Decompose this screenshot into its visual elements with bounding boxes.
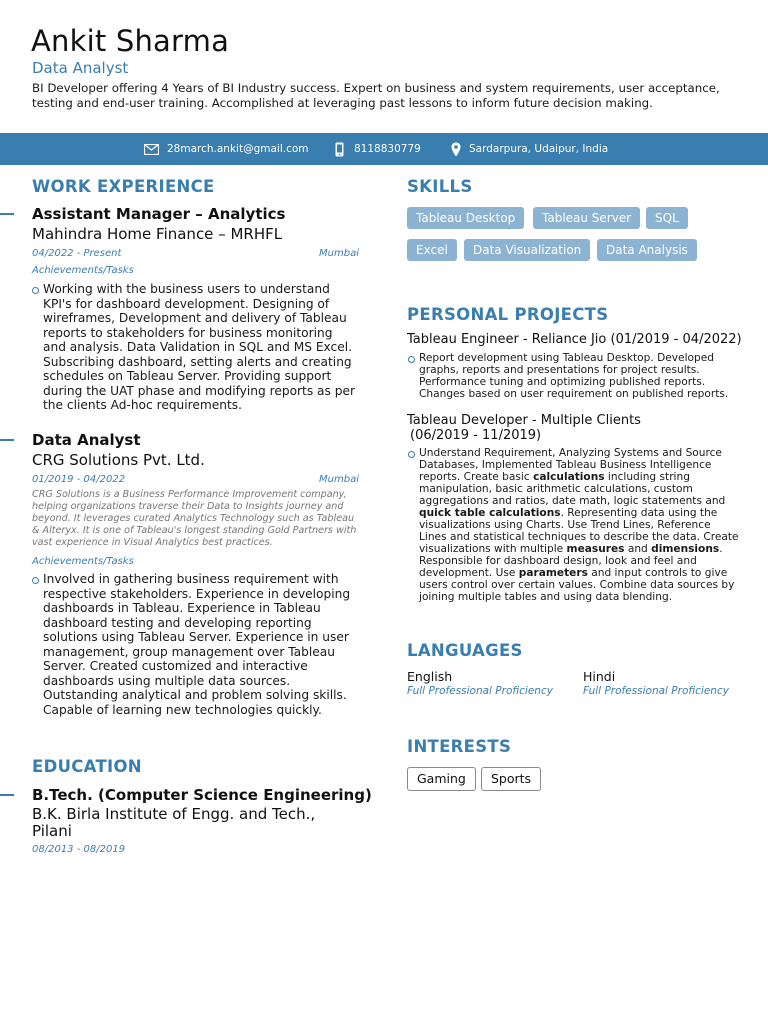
language-level: Full Professional Proficiency	[583, 685, 729, 697]
envelope-icon	[144, 144, 159, 155]
email-text: 28march.ankit@gmail.com	[167, 143, 309, 155]
candidate-role: Data Analyst	[32, 59, 129, 77]
job-title: Assistant Manager – Analytics	[32, 205, 286, 223]
education-dates: 08/2013 - 08/2019	[32, 844, 126, 855]
job-meta	[32, 474, 359, 485]
interest-tag: Gaming	[407, 767, 476, 791]
job-dates: 01/2019 - 04/2022	[32, 474, 126, 485]
skill-tag: Data Analysis	[597, 239, 697, 261]
job-company: CRG Solutions Pvt. Ltd.	[32, 451, 205, 469]
tasks-label: Achievements/Tasks	[32, 556, 134, 567]
languages-heading: LANGUAGES	[407, 641, 523, 660]
interests-heading: INTERESTS	[407, 737, 512, 756]
job-marker	[0, 439, 14, 441]
phone-icon	[335, 142, 344, 157]
location-pin-icon	[451, 142, 461, 157]
project-title: Tableau Developer - Multiple Clients	[407, 413, 641, 428]
profile-summary: BI Developer offering 4 Years of BI Industry success. Expert on business and system requirements, user acceptance, testing and end-user training. Accomplished at leveraging past lessons to inform future decision making.	[32, 81, 720, 110]
job-meta	[32, 248, 359, 259]
work-experience-heading: WORK EXPERIENCE	[32, 177, 215, 196]
job-title: Data Analyst	[32, 431, 141, 449]
language-name: English	[407, 669, 453, 684]
job-location: Mumbai	[319, 474, 359, 485]
tasks-label: Achievements/Tasks	[32, 265, 134, 276]
education-marker	[0, 794, 14, 796]
location-text: Sardarpura, Udaipur, India	[469, 143, 609, 155]
language-level: Full Professional Proficiency	[407, 685, 553, 697]
contact-phone[interactable]	[335, 133, 421, 165]
contact-bar	[0, 133, 768, 165]
skill-tag: Tableau Desktop	[407, 207, 524, 229]
skill-tag: Tableau Server	[533, 207, 640, 229]
degree-title: B.Tech. (Computer Science Engineering)	[32, 786, 372, 804]
projects-heading: PERSONAL PROJECTS	[407, 305, 609, 324]
contact-location	[451, 133, 608, 165]
job-bullet: Working with the business users to understand KPI's for dashboard development. Designing of wireframes, Development and delivery of Tableau reports to stakeholders for business monitoring and analysis. Data Validation in SQL and MS Excel. Subscribing dashboard, setting alerts and creating schedules on Tableau Server. Providing support during the UAT phase and modifying reports as per the clients Ad-hoc requirements.	[43, 282, 359, 413]
skill-tag: Excel	[407, 239, 457, 261]
school-name-line2: Pilani	[32, 822, 72, 840]
contact-email[interactable]	[144, 133, 309, 165]
phone-text: 8118830779	[354, 143, 421, 155]
job-marker	[0, 213, 14, 215]
project-title: Tableau Engineer - Reliance Jio (01/2019 - 04/2022)	[407, 332, 742, 347]
project-dates: (06/2019 - 11/2019)	[410, 428, 542, 443]
school-name: B.K. Birla Institute of Engg. and Tech.,	[32, 805, 316, 823]
project-bullet: Report development using Tableau Desktop. Developed graphs, reports and presentations for project results. Performance tuning and optimizing published reports. Changes based on user requirement on published reports.	[419, 352, 739, 400]
skill-tag: SQL	[646, 207, 688, 229]
job-bullet: Involved in gathering business requirement with respective stakeholders. Experience in developing dashboards in Tableau. Experience in Tableau dashboard testing and developing reporting solutions using Tableau Server. Experience in user management, group management over Tableau Server. Created customized and interactive dashboards using multiple data sources. Outstanding analytical and problem solving skills. Capable of learning new technologies quickly.	[43, 572, 361, 717]
interest-tag: Sports	[481, 767, 541, 791]
language-name: Hindi	[583, 669, 616, 684]
skill-tag: Data Visualization	[464, 239, 590, 261]
job-location: Mumbai	[319, 248, 359, 259]
skills-heading: SKILLS	[407, 177, 473, 196]
education-heading: EDUCATION	[32, 757, 142, 776]
company-description: CRG Solutions is a Business Performance Improvement company, helping organizations traverse their Data to Insights journey and beyond. It leverages curated Analytics Technology such as Tableau & Alteryx. It is one of Tableau's longest standing Gold Partners with vast experience in Visual Analytics best practices.	[32, 489, 357, 548]
project-bullet: Understand Requirement, Analyzing Systems and Source Databases, Implemented Tableau Business Intelligence reports. Create basic calculations including string manipulation, basic arithmetic calculations, custom aggregations and ratios, date math, logic statements and quick table calculations. Representing data using the visualizations using Charts. Use Trend Lines, Reference Lines and statistical techniques to describe the data. Create visualizations with multiple measures and dimensions. Responsible for dashboard design, look and feel and development. Use parameters and input controls to give users control over certain values. Combine data sources by joining multiple tables and using data blending.	[419, 447, 739, 603]
candidate-name: Ankit Sharma	[31, 24, 230, 58]
job-dates: 04/2022 - Present	[32, 248, 122, 259]
job-company: Mahindra Home Finance – MRHFL	[32, 225, 283, 243]
